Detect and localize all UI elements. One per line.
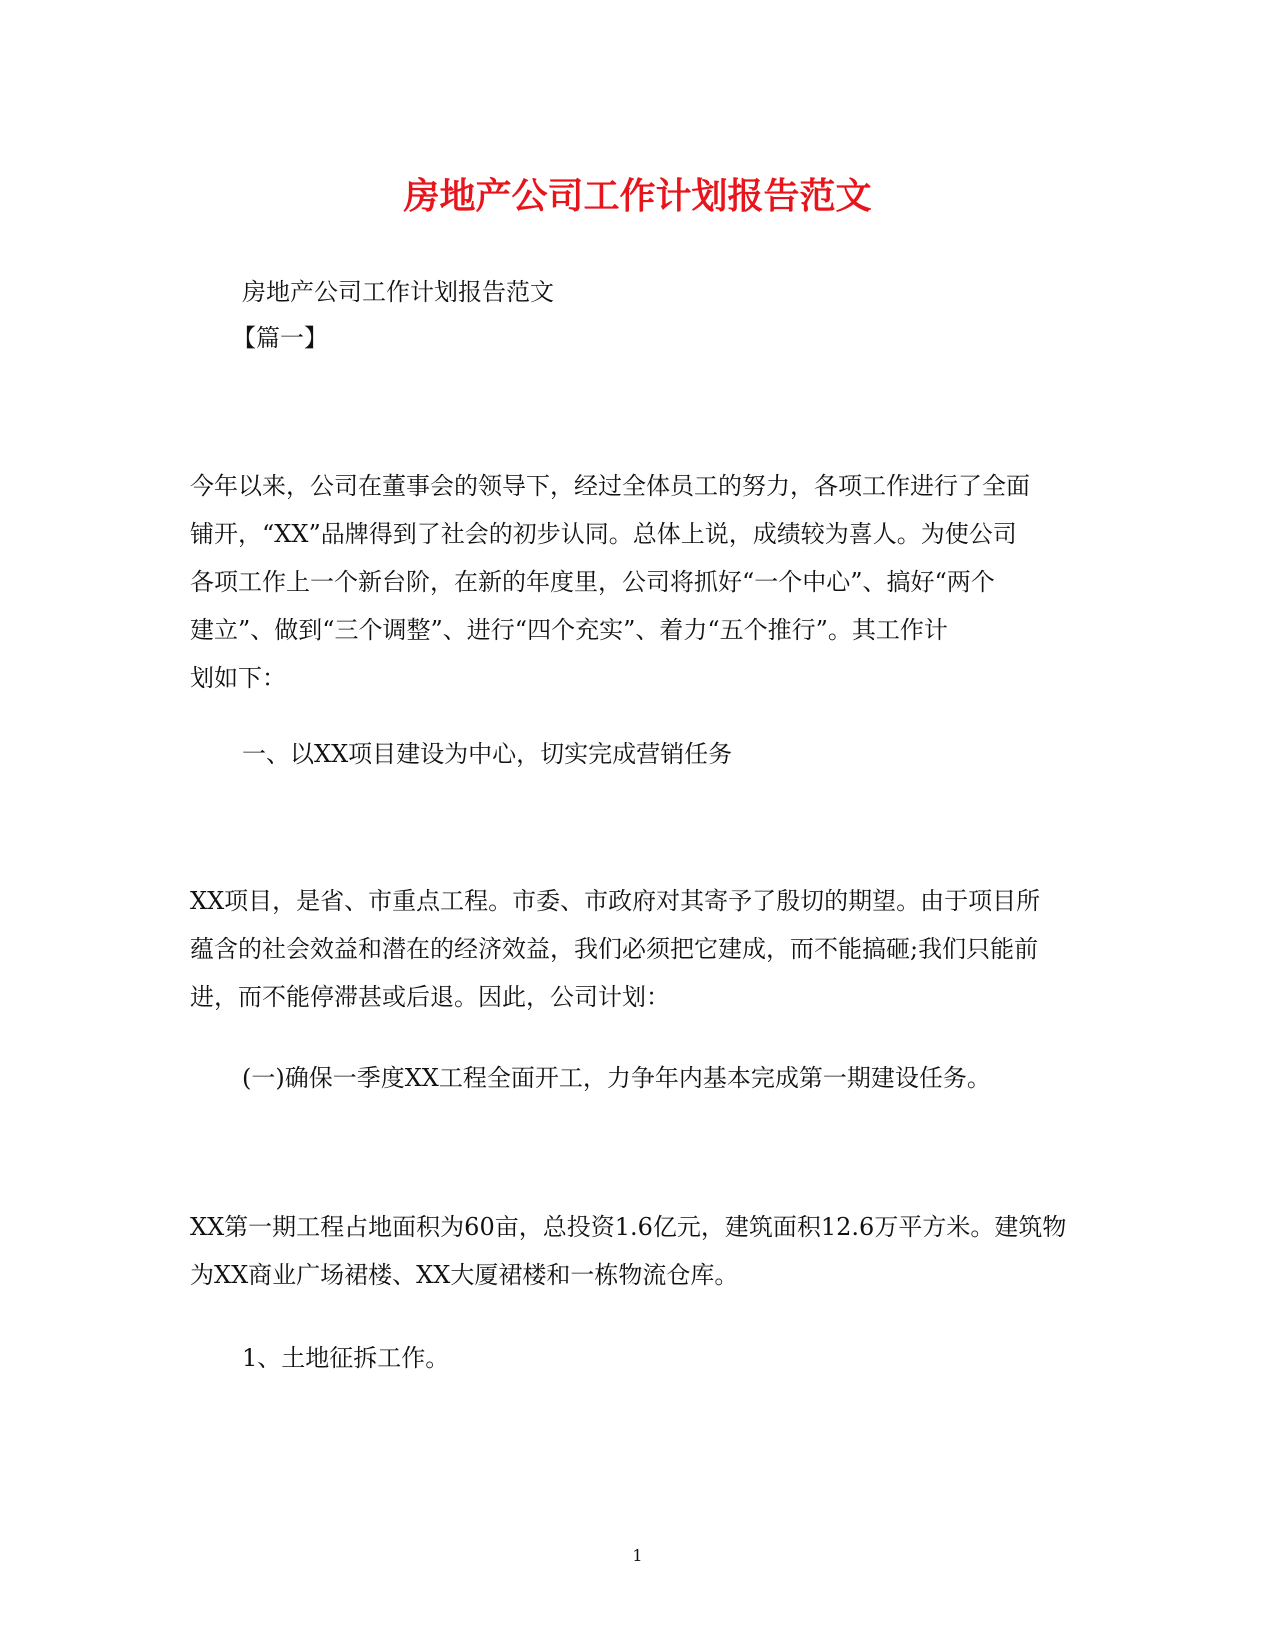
phase-paragraph	[190, 1203, 1090, 1299]
section-heading: 一、以XX项目建设为中心，切实完成营销任务	[242, 740, 733, 768]
paragraph-line: 蕴含的社会效益和潜在的经济效益，我们必须把它建成，而不能搞砸;我们只能前	[190, 935, 1039, 963]
paragraph-line: XX项目，是省、市重点工程。市委、市政府对其寄予了殷切的期望。由于项目所	[190, 887, 1041, 915]
paragraph-line: XX第一期工程占地面积为60亩，总投资1.6亿元，建筑面积12.6万平方米。建筑物	[190, 1213, 1067, 1241]
subheading: (一)确保一季度XX工程全面开工，力争年内基本完成第一期建设任务。	[242, 1064, 991, 1092]
paragraph-line: 铺开，“XX”品牌得到了社会的初步认同。总体上说，成绩较为喜人。为使公司	[190, 520, 1017, 548]
paragraph-line: 为XX商业广场裙楼、XX大厦裙楼和一栋物流仓库。	[190, 1261, 739, 1289]
paragraph-line: 今年以来，公司在董事会的领导下，经过全体员工的努力，各项工作进行了全面	[190, 472, 1030, 500]
paragraph-line: 建立”、做到“三个调整”、进行“四个充实”、着力“五个推行”。其工作计	[190, 616, 948, 644]
page-number: 1	[632, 1546, 643, 1565]
intro-paragraph	[190, 462, 1090, 702]
paragraph-line: 进，而不能停滞甚或后退。因此，公司计划：	[190, 983, 670, 1011]
document-subtitle: 房地产公司工作计划报告范文	[242, 278, 554, 306]
list-item: 1、土地征拆工作。	[242, 1344, 450, 1372]
paragraph-line: 各项工作上一个新台阶，在新的年度里，公司将抓好“一个中心”、搞好“两个	[190, 568, 995, 596]
paragraph-line: 划如下：	[190, 664, 286, 692]
document-title: 房地产公司工作计划报告范文	[403, 175, 872, 217]
project-paragraph	[190, 877, 1090, 1021]
section-label: 【篇一】	[232, 324, 328, 352]
